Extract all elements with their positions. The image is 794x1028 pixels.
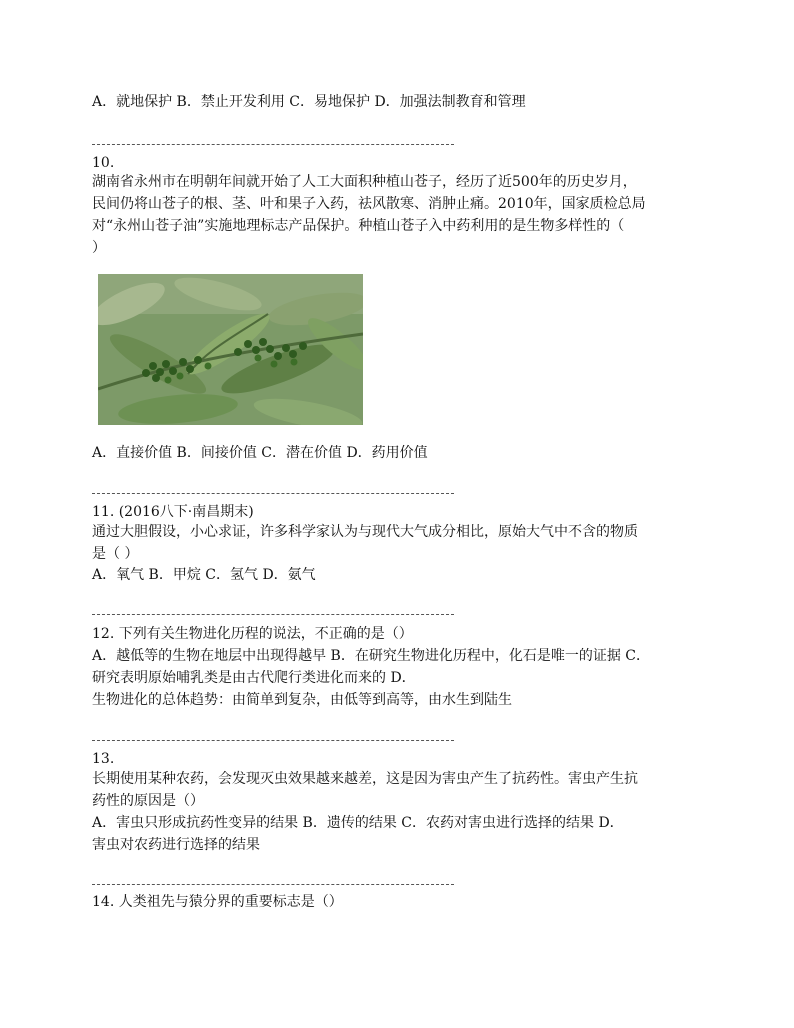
q10-number: 10. xyxy=(92,155,115,171)
q12-line-4: 生物进化的总体趋势：由简单到复杂，由低等到高等，由水生到陆生 xyxy=(92,692,512,708)
q12-line-1: 12. 下列有关生物进化历程的说法，不正确的是（） xyxy=(92,626,413,642)
separator-5 xyxy=(92,884,454,886)
q10-options: A．直接价值 B．间接价值 C．潜在价值 D．药用价值 xyxy=(92,445,428,461)
q13-line-1: 长期使用某种农药，会发现灭虫效果越来越差，这是因为害虫产生了抗药性。害虫产生抗 xyxy=(92,771,638,787)
q13-line-4: 害虫对农药进行选择的结果 xyxy=(92,837,260,853)
q11-number: 11. (2016八下·南昌期末) xyxy=(92,504,254,520)
q14-line-1: 14. 人类祖先与猿分界的重要标志是（） xyxy=(92,894,343,910)
separator-4 xyxy=(92,740,454,742)
q13-line-3: A．害虫只形成抗药性变异的结果 B．遗传的结果 C．农药对害虫进行选择的结果 D． xyxy=(92,815,624,831)
q11-line-2: 是（ ） xyxy=(92,546,139,562)
plant-photo xyxy=(98,274,363,425)
separator-2 xyxy=(92,493,454,495)
separator-3 xyxy=(92,614,454,616)
q13-line-2: 药性的原因是（） xyxy=(92,793,204,809)
q11-line-1: 通过大胆假设，小心求证，许多科学家认为与现代大气成分相比，原始大气中不含的物质 xyxy=(92,524,638,540)
q12-line-2: A．越低等的生物在地层中出现得越早 B．在研究生物进化历程中，化石是唯一的证据 C． xyxy=(92,648,651,664)
q11-options: A．氧气 B．甲烷 C．氢气 D．氨气 xyxy=(92,567,316,583)
plant-illustration xyxy=(98,274,363,425)
q10-line-3: 对“永州山苍子油”实施地理标志产品保护。种植山苍子入中药利用的是生物多样性的（ xyxy=(92,218,625,234)
q10-line-4: ） xyxy=(92,240,106,256)
q9-options: A．就地保护 B．禁止开发利用 C．易地保护 D．加强法制教育和管理 xyxy=(92,94,526,110)
q12-line-3: 研究表明原始哺乳类是由古代爬行类进化而来的 D． xyxy=(92,670,416,686)
q10-line-1: 湖南省永州市在明朝年间就开始了人工大面积种植山苍子，经历了近500年的历史岁月， xyxy=(92,174,637,190)
separator-1 xyxy=(92,144,454,146)
q10-line-2: 民间仍将山苍子的根、茎、叶和果子入药，祛风散寒、消肿止痛。2010年，国家质检总局 xyxy=(92,196,646,212)
q13-number: 13. xyxy=(92,751,115,767)
